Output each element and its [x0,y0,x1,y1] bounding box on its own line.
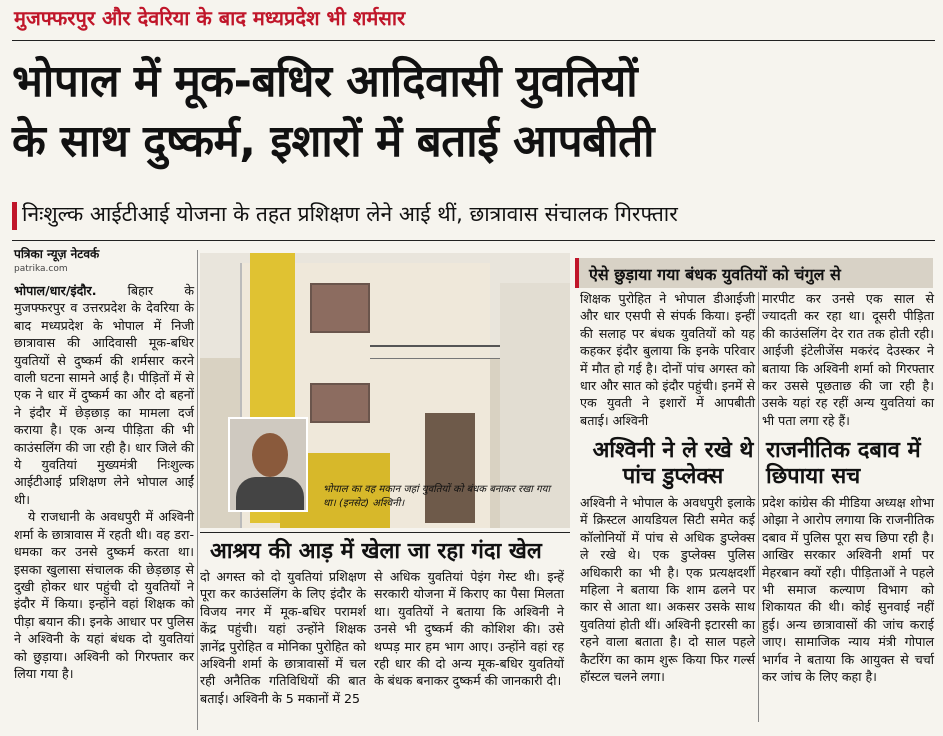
section-4-body: प्रदेश कांग्रेस की मीडिया अध्यक्ष शोभा ओझा ने आरोप लगाया कि राजनीतिक दबाव में पुलिस पूरा सच छिपा रही है। आखिर सरकार अश्विनी शर्मा पर मेहरबान क्यों रही। पीड़िताओं ने पहले भी समाज कल्याण विभाग को शिकायत की थी। कोई सुनवाई नहीं हुई। अन्य छात्रावासों की जांच कराई जाए। सामाजिक न्याय मंत्री गोपाल भार्गव ने बताया कि आयुक्त से चर्चा कर जांच के लिए कहा है। [762,495,934,685]
kicker: मुजफ्फरपुर और देवरिया के बाद मध्यप्रदेश भी शर्मसार [14,6,406,30]
column-1-paragraph-1 [14,282,194,508]
dateline: भोपाल/धार/इंदौर. [14,283,97,298]
section-2-column-b: से अधिक युवतियां पेइंग गेस्ट थी। इन्हें सरकारी योजना में किराए का पैसा मिलता था। युवतियों ने बताया कि अश्विनी ने उनसे भी दुष्कर्म की कोशिश की। उसे थप्पड़ मार हम भाग आए। उन्होंने वहां रह रही धार की दो अन्य मूक-बधिर युवतियों के बंधक बनाकर दुष्कर्म की जानकारी दी। [374,569,564,689]
photo-caption: भोपाल का वह मकान जहां युवतियों को बंधक बनाकर रखा गया था। (इनसेट) अश्विनी। [323,484,551,509]
section-2-column-a: दो अगस्त को दो युवतियां प्रशिक्षण पूरा कर काउंसलिंग के लिए इंदौर के विजय नगर में मूक-बधिर परामर्श केंद्र पहुंची। यहां उन्होंने शिक्षक ज्ञानेंद्र पुरोहित व मोनिका पुरोहित को अश्विनी शर्मा के छात्रावासों में चल रही अनैतिक गतिविधियों की बात बताई। अश्विनी के 5 मकानों में 25 [200,569,366,706]
photo-window [310,283,370,333]
section-3-heading: अश्विनी ने ले रखे थे पांच डुप्लेक्स [592,438,754,489]
column-1 [14,282,194,682]
divider [12,240,935,241]
section-3-body: अश्विनी ने भोपाल के अवधपुरी इलाके में क्रिस्टल आयडियल सिटी समेत कई कॉलोनियों में पांच से अधिक डुप्लेक्स ले रखे थे। एक डुप्लेक्स पुलिस अधिकारी का भी है। एक प्रत्यक्षदर्शी महिला ने बताया कि शाम ढलने पर कार से आता था। अकसर उसके साथ युवतियां होती थीं। अश्विनी इटारसी का रहने वाला बताता है। दो साल पहले कैटरिंग का काम शुरू किया फिर गर्ल्स हॉस्टल चलने लगा। [580,495,755,685]
portrait-shirt [236,477,304,512]
divider [12,40,935,41]
column-divider [758,292,759,722]
sidebar-column-a: शिक्षक पुरोहित ने भोपाल डीआईजी और धार एसपी से संपर्क किया। इन्हीं की सलाह पर बंधक युवतियों को यह कहकर इंदौर बुलाया कि इनके परिवार में मौत हो गई है। दोनों पांच अगस्त को धार और सात को इंदौर पहुंची। इनमें से एक युवती ने इशारों में आपबीती बताई। अश्विनी [580,291,755,428]
paragraph-text: बिहार के मुजफ्फरपुर व उत्तरप्रदेश के देवरिया के बाद मध्यप्रदेश के भोपाल में निजी छात्रावास की आदिवासी मूक-बधिर युवतियों से दुष्कर्म की शर्मसार करने वाली घटना सामने आई है। पीड़ितों में से एक ने धार में दुष्कर्म का और दो बहनों ने इंदौर में छेड़छाड़ का मामला दर्ज कराया है। एक अन्य पीड़िता की भी काउंसलिंग की जा रही है। धार जिले की ये युवतियां मुख्यमंत्री निःशुल्क आईटीआई प्रशिक्षण लेने भोपाल आईं थी। [14,283,194,507]
column-1-paragraph-2: ये राजधानी के अवधपुरी में अश्विनी शर्मा के छात्रावास में रहती थी। वह डरा-धमका कर उनसे दुष्कर्म करता था। इसका खुलासा संचालक की छेड़छाड़ से दुखी होकर धार पहुंची दो युवतियों ने इंदौर में किया। इन्होंने वहां शिक्षक को पीड़ा बयान की। इनके आधार पर पुलिस ने अश्विनी के यहां बंधक दो युवतियां को छुड़ाया। अश्विनी को गिरफ्तार कर लिया गया है। [14,509,194,681]
section-2-heading: आश्रय की आड़ में खेला जा रहा गंदा खेल [210,539,542,564]
subheadline: निःशुल्क आईटीआई योजना के तहत प्रशिक्षण लेने आई थीं, छात्रावास संचालक गिरफ्तार [22,202,678,226]
headline-line-2: के साथ दुष्कर्म, इशारों में बताई आपबीती [12,116,655,167]
section-4-heading: राजनीतिक दबाव में छिपाया सच [766,438,921,489]
photo-window [310,383,370,423]
site-name: patrika.com [14,264,68,274]
photo-railing [370,345,510,359]
divider [200,532,570,533]
byline: पत्रिका न्यूज़ नेटवर्क [14,247,100,261]
inset-portrait [228,417,308,512]
sidebar-heading: ऐसे छुड़ाया गया बंधक युवतियों को चंगुल से [575,258,933,288]
headline-line-1: भोपाल में मूक-बधिर आदिवासी युवतियों [12,56,638,107]
column-divider [197,250,198,730]
portrait-face [252,433,288,477]
sidebar-column-b: मारपीट कर उनसे एक साल से ज्यादती कर रहा था। दूसरी पीड़िता की काउंसलिंग देर रात तक होती रही। आईजी इंटेलीजेंस मकरंद देउस्कर ने बताया कि अश्विनी शर्मा को गिरफ्तार कर उससे पूछताछ की जा रही है। उसके यहां रह रहीं अन्य युवतियां का भी पता लगा रहे हैं। [762,291,934,428]
headline [12,52,937,172]
